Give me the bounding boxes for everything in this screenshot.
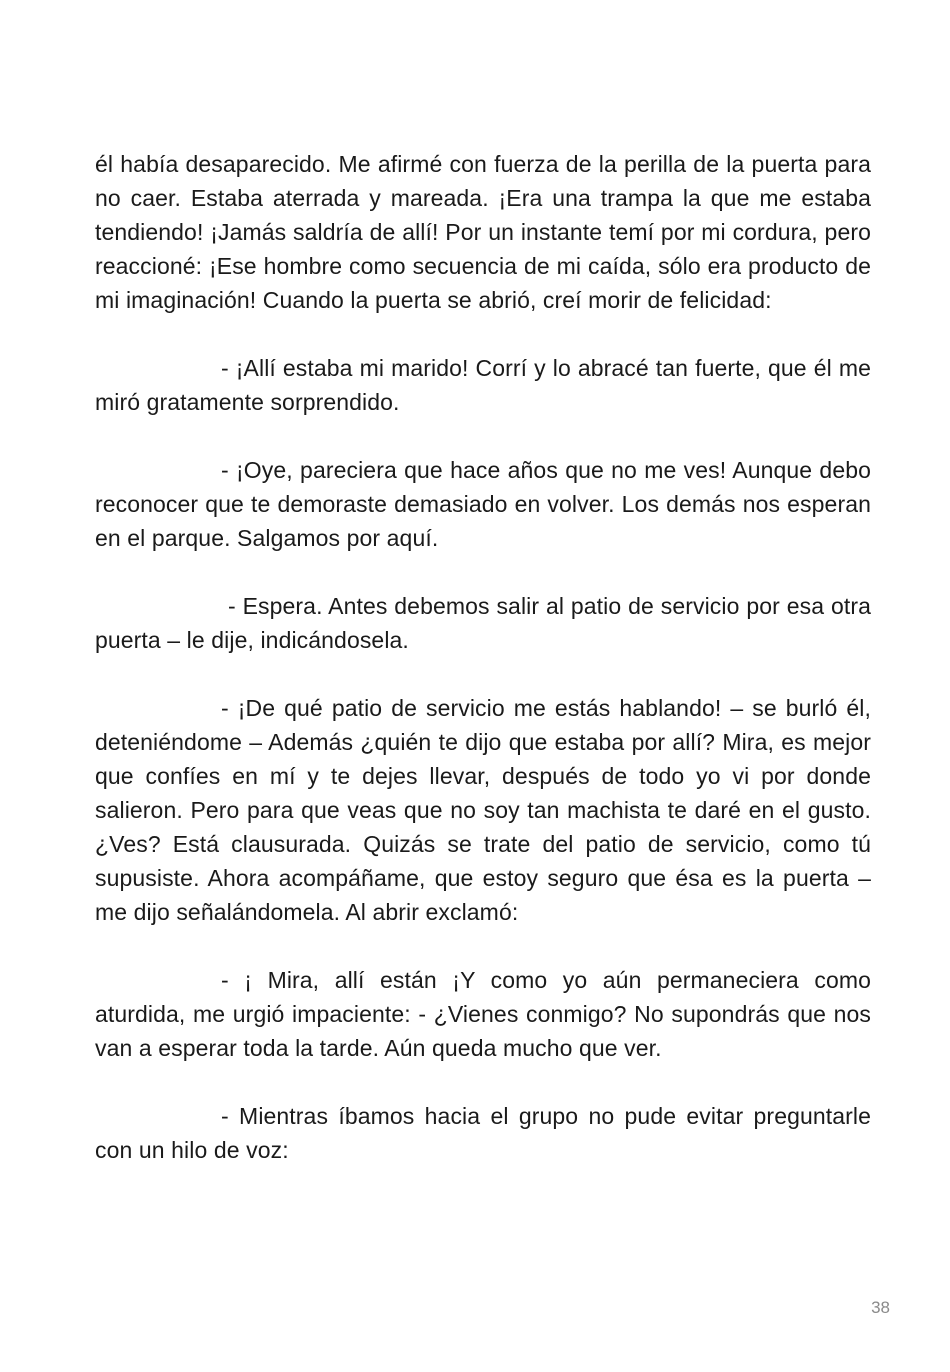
paragraph-4: - Espera. Antes debemos salir al patio de servicio por esa otra puerta – le dije, indicándosela.	[95, 593, 871, 653]
paragraph-6: - ¡ Mira, allí están ¡Y como yo aún permaneciera como aturdida, me urgió impaciente: - ¿Vienes conmigo? No supondrás que nos van a esperar toda la tarde. Aún queda mucho que ver.	[95, 967, 871, 1061]
page-number: 38	[871, 1298, 890, 1317]
paragraph-3: - ¡Oye, pareciera que hace años que no me ves! Aunque debo reconocer que te demoraste demasiado en volver. Los demás nos esperan en el parque. Salgamos por aquí.	[95, 457, 871, 551]
paragraph-2: - ¡Allí estaba mi marido! Corrí y lo abracé tan fuerte, que él me miró gratamente sorprendido.	[95, 355, 871, 415]
paragraph-5: - ¡De qué patio de servicio me estás hablando! – se burló él, deteniéndome – Además ¿quién te dijo que estaba por allí? Mira, es mejor que confíes en mí y te dejes llevar, después de todo yo vi por donde salieron. Pero para que veas que no soy tan machista te daré en el gusto. ¿Ves? Está clausurada. Quizás se trate del patio de servicio, como tú supusiste. Ahora acompáñame, que estoy seguro que ésa es la puerta – me dijo señalándomela. Al abrir exclamó:	[95, 695, 871, 925]
paragraph-7: - Mientras íbamos hacia el grupo no pude evitar preguntarle con un hilo de voz:	[95, 1103, 871, 1163]
paragraph-1: él había desaparecido. Me afirmé con fuerza de la perilla de la puerta para no caer. Estaba aterrada y mareada. ¡Era una trampa la que me estaba tendiendo! ¡Jamás saldría de allí! Por un instante temí por mi cordura, pero reaccioné: ¡Ese hombre como secuencia de mi caída, sólo era producto de mi imaginación! Cuando la puerta se abrió, creí morir de felicidad:	[95, 151, 871, 313]
body-text	[95, 147, 871, 1201]
